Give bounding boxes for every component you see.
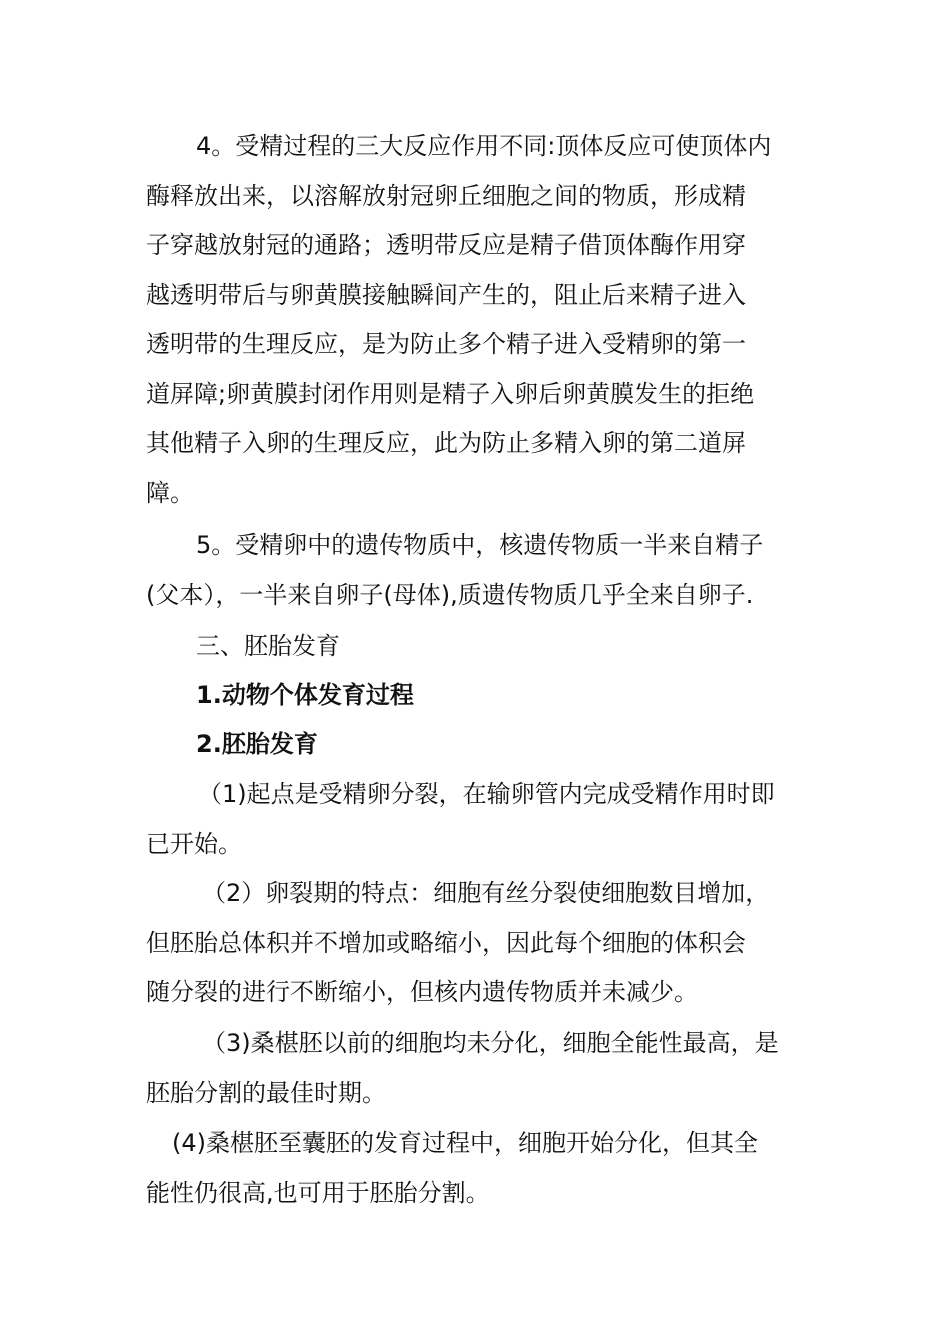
text-line: (4)桑椹胚至囊胚的发育过程中，细胞开始分化，但其全 bbox=[172, 1129, 758, 1157]
text-line: （1)起点是受精卵分裂，在输卵管内完成受精作用时即 bbox=[198, 780, 775, 808]
subheading-embryo-development: 2.胚胎发育 bbox=[196, 730, 318, 758]
list-item-3 bbox=[146, 1019, 806, 1118]
subheading-individual-development: 1.动物个体发育过程 bbox=[196, 681, 414, 709]
text-line: 胚胎分割的最佳时期。 bbox=[146, 1078, 386, 1107]
section-title: 三、胚胎发育 bbox=[196, 632, 340, 660]
text-line: 道屏障;卵黄膜封闭作用则是精子入卵后卵黄膜发生的拒绝 bbox=[146, 379, 755, 408]
text-line: 越透明带后与卵黄膜接触瞬间产生的，阻止后来精子进入 bbox=[146, 280, 746, 309]
text-line: 5。受精卵中的遗传物质中，核遗传物质一半来自精子 bbox=[196, 531, 764, 559]
text-line: (父本），一半来自卵子(母体),质遗传物质几乎全来自卵子. bbox=[146, 580, 754, 609]
text-line: 障。 bbox=[146, 478, 194, 507]
text-line: （3)桑椹胚以前的细胞均未分化，细胞全能性最高，是 bbox=[202, 1029, 779, 1057]
text-line: 但胚胎总体积并不增加或略缩小，因此每个细胞的体积会 bbox=[146, 928, 746, 957]
text-line: 酶释放出来，以溶解放射冠卵丘细胞之间的物质，形成精 bbox=[146, 181, 746, 210]
text-line: （2）卵裂期的特点：细胞有丝分裂使细胞数目增加， bbox=[202, 879, 770, 907]
text-line: 已开始。 bbox=[146, 829, 242, 858]
list-item-1 bbox=[146, 770, 806, 869]
list-item-4 bbox=[146, 1119, 806, 1218]
paragraph-genetic-material bbox=[146, 521, 806, 620]
paragraph-fertilization-reactions bbox=[146, 122, 806, 518]
text-line: 4。受精过程的三大反应作用不同:顶体反应可使顶体内 bbox=[196, 132, 772, 160]
text-line: 随分裂的进行不断缩小，但核内遗传物质并未减少。 bbox=[146, 978, 698, 1006]
text-line: 能性仍很高,也可用于胚胎分割。 bbox=[146, 1178, 490, 1207]
list-item-2 bbox=[146, 869, 806, 1018]
text-line: 其他精子入卵的生理反应，此为防止多精入卵的第二道屏 bbox=[146, 429, 746, 457]
text-line: 透明带的生理反应，是为防止多个精子进入受精卵的第一 bbox=[146, 330, 746, 358]
text-line: 子穿越放射冠的通路；透明带反应是精子借顶体酶作用穿 bbox=[146, 231, 746, 259]
